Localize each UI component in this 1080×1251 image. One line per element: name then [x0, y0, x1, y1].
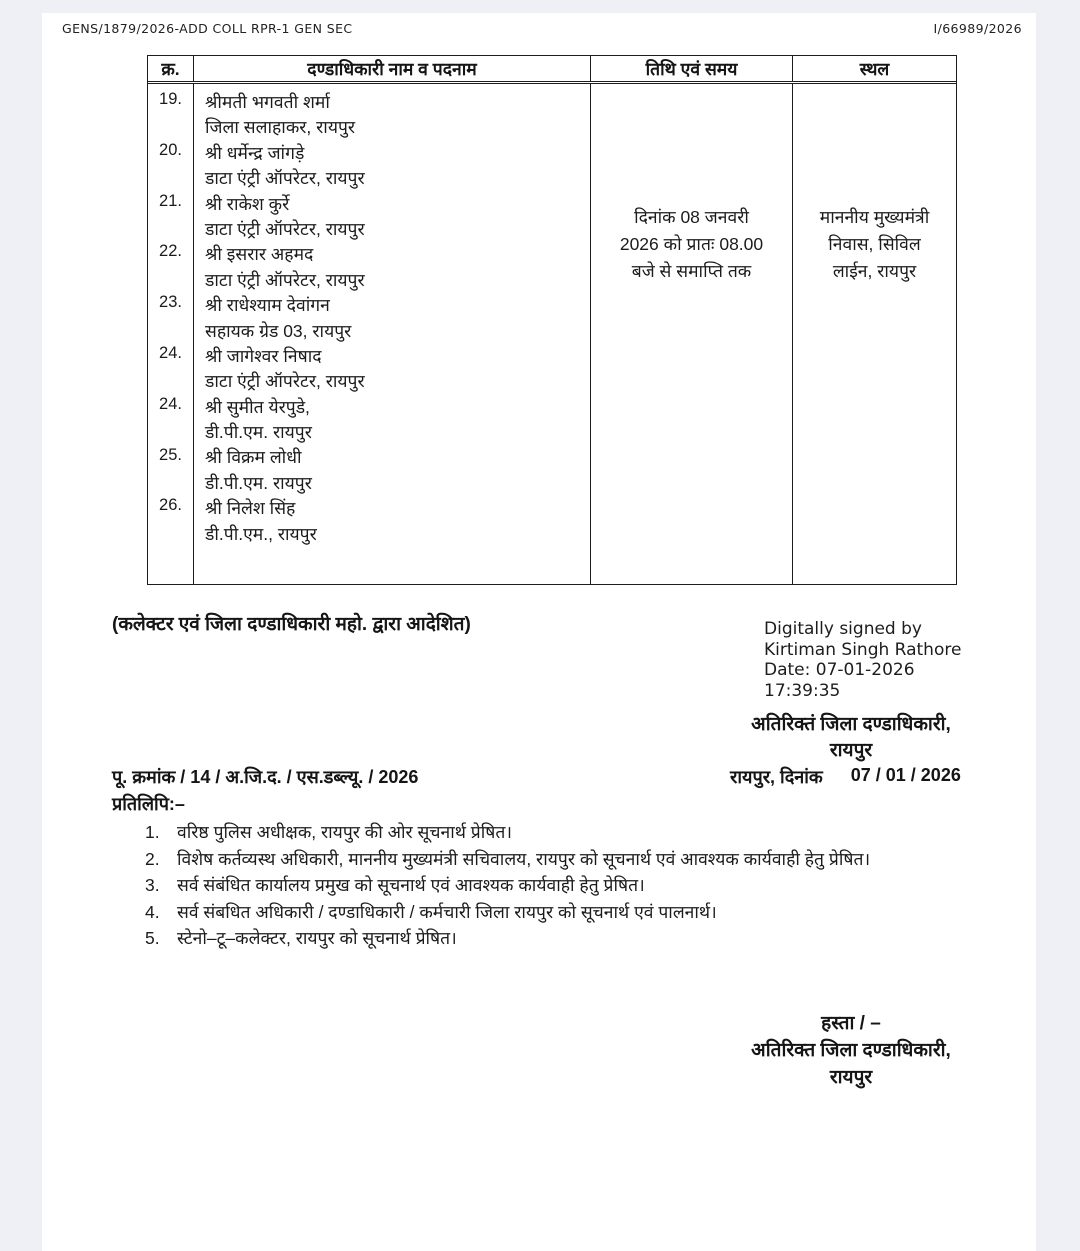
magistrate-designation: डी.पी.एम. रायपुर: [205, 422, 312, 443]
copy-item-text: विशेष कर्तव्यस्थ अधिकारी, माननीय मुख्यमंत्री सचिवालय, रायपुर को सूचनार्थ एवं आवश्यक कार्यवाही हेतु प्रेषित।: [177, 848, 871, 869]
place-date-line: [730, 765, 961, 789]
signatory-top-block: [710, 712, 992, 764]
digital-signature-line: Date: 07-01-2026: [764, 660, 915, 680]
document-header: [62, 21, 1022, 36]
eoffice-number: I/66989/2026: [933, 21, 1022, 36]
magistrate-name: श्री सुमीत येरपुडे,: [205, 396, 310, 417]
magistrate-name: श्री धर्मेन्द्र जांगड़े: [205, 142, 305, 163]
magistrate-designation: डी.पी.एम. रायपुर: [205, 472, 312, 493]
document-page: [42, 13, 1036, 1251]
entry-serial-number: 24.: [159, 394, 182, 413]
copy-item-number: 5.: [145, 928, 160, 948]
serial-column: [148, 84, 194, 584]
copy-item-text: सर्व संबधित अधिकारी / दण्डाधिकारी / कर्मचारी जिला रायपुर को सूचनार्थ एवं पालनार्थ।: [177, 901, 717, 922]
digital-signature-line: Kirtiman Singh Rathore: [764, 639, 962, 660]
entry-serial-number: 26.: [159, 496, 182, 515]
magistrate-designation: सहायक ग्रेड 03, रायपुर: [205, 320, 352, 341]
digital-signature-line: Digitally signed by: [764, 619, 922, 639]
entry-serial-number: 19.: [159, 90, 182, 108]
entry-serial-number: 25.: [159, 445, 182, 464]
copy-list-item: [145, 846, 1017, 873]
magistrate-name: श्री इसरार अहमद: [205, 244, 314, 265]
magistrate-designation: डाटा एंट्री ऑपरेटर, रायपुर: [205, 168, 365, 189]
copy-to-label: प्रतिलिपि:–: [112, 794, 185, 814]
date-value: 07 / 01 / 2026: [850, 765, 961, 785]
copy-to-list: [145, 819, 1017, 952]
magistrate-name: श्री जागेश्वर निषाद: [205, 345, 322, 366]
entry-serial-number: 20.: [159, 140, 182, 159]
copy-item-text: वरिष्ठ पुलिस अधीक्षक, रायपुर की ओर सूचनार्थ प्रेषित।: [177, 822, 512, 842]
copy-list-item: [145, 899, 1017, 926]
entry-serial-number: 21.: [159, 191, 182, 210]
date-time-line: 2026 को प्रातः 08.00: [619, 234, 764, 254]
column-header-venue: स्थल: [859, 58, 890, 79]
copy-item-number: 1.: [145, 822, 160, 842]
copy-list-item: [145, 925, 1017, 952]
reference-number: पू. क्रमांक / 14 / अ.जि.द. / एस.डब्ल्यू. / 2026: [112, 767, 419, 787]
magistrate-designation: डाटा एंट्री ऑपरेटर, रायपुर: [205, 269, 365, 290]
magistrate-designation: जिला सलाहाकर, रायपुर: [205, 117, 356, 138]
copy-list-item: [145, 872, 1017, 899]
magistrate-name: श्रीमती भगवती शर्मा: [205, 92, 330, 112]
date-time-line: बजे से समाप्ति तक: [631, 261, 752, 281]
table-body-row: [148, 84, 956, 584]
magistrate-designation: डाटा एंट्री ऑपरेटर, रायपुर: [205, 371, 365, 392]
signatory-designation: अतिरिक्तं जिला दण्डाधिकारी,: [751, 714, 951, 735]
entry-serial-number: 23.: [159, 293, 182, 312]
digital-signature-block: [764, 619, 961, 701]
venue-cell: [793, 84, 956, 584]
magistrate-designation: डी.पी.एम., रायपुर: [205, 523, 317, 544]
copy-item-number: 2.: [145, 848, 160, 869]
magistrate-name: श्री निलेश सिंह: [205, 498, 296, 519]
column-header-name-designation: दण्डाधिकारी नाम व पदनाम: [194, 56, 591, 81]
magistrate-name: श्री राधेश्याम देवांगन: [205, 295, 330, 316]
date-time-line: दिनांक 08 जनवरी: [634, 207, 749, 227]
entry-serial-number: 24.: [159, 343, 182, 362]
venue-line: लाईन, रायपुर: [832, 261, 917, 281]
signature-place: रायपुर: [829, 1067, 873, 1088]
copy-item-text: सर्व संबंधित कार्यालय प्रमुख को सूचनार्थ एवं आवश्यक कार्यवाही हेतु प्रेषित।: [177, 875, 645, 895]
copy-item-number: 4.: [145, 901, 160, 922]
signed-mark: हस्ता / –: [821, 1013, 881, 1034]
digital-signature-line: 17:39:35: [764, 680, 841, 701]
copy-list-item: [145, 819, 1017, 846]
ordered-by-line: (कलेक्टर एवं जिला दण्डाधिकारी महो. द्वारा आदेशित): [112, 614, 471, 635]
magistrate-name: श्री विक्रम लोधी: [205, 447, 302, 468]
column-header-date-time: तिथि एवं समय: [591, 56, 793, 81]
magistrate-designation: डाटा एंट्री ऑपरेटर, रायपुर: [205, 218, 365, 239]
copy-item-number: 3.: [145, 875, 160, 895]
venue-line: निवास, सिविल: [828, 234, 921, 254]
magistrate-name: श्री राकेश कुर्रे: [205, 193, 290, 214]
copy-item-text: स्टेनो–टू–कलेक्टर, रायपुर को सूचनार्थ प्रेषित।: [177, 928, 457, 948]
place-date-label: रायपुर, दिनांक: [730, 767, 823, 787]
column-header-serial: क्र.: [148, 56, 194, 81]
name-designation-column: [194, 84, 591, 584]
signatory-place: रायपुर: [829, 740, 873, 761]
signature-bottom-block: [710, 1010, 992, 1091]
entry-serial-number: 22.: [159, 242, 182, 261]
date-time-cell: [591, 84, 793, 584]
file-number: GENS/1879/2026-ADD COLL RPR-1 GEN SEC: [62, 21, 353, 36]
venue-line: माननीय मुख्यमंत्री: [819, 207, 930, 227]
table-header-row: [148, 56, 956, 84]
duty-table: [147, 55, 957, 585]
signature-designation: अतिरिक्त जिला दण्डाधिकारी,: [751, 1040, 951, 1061]
